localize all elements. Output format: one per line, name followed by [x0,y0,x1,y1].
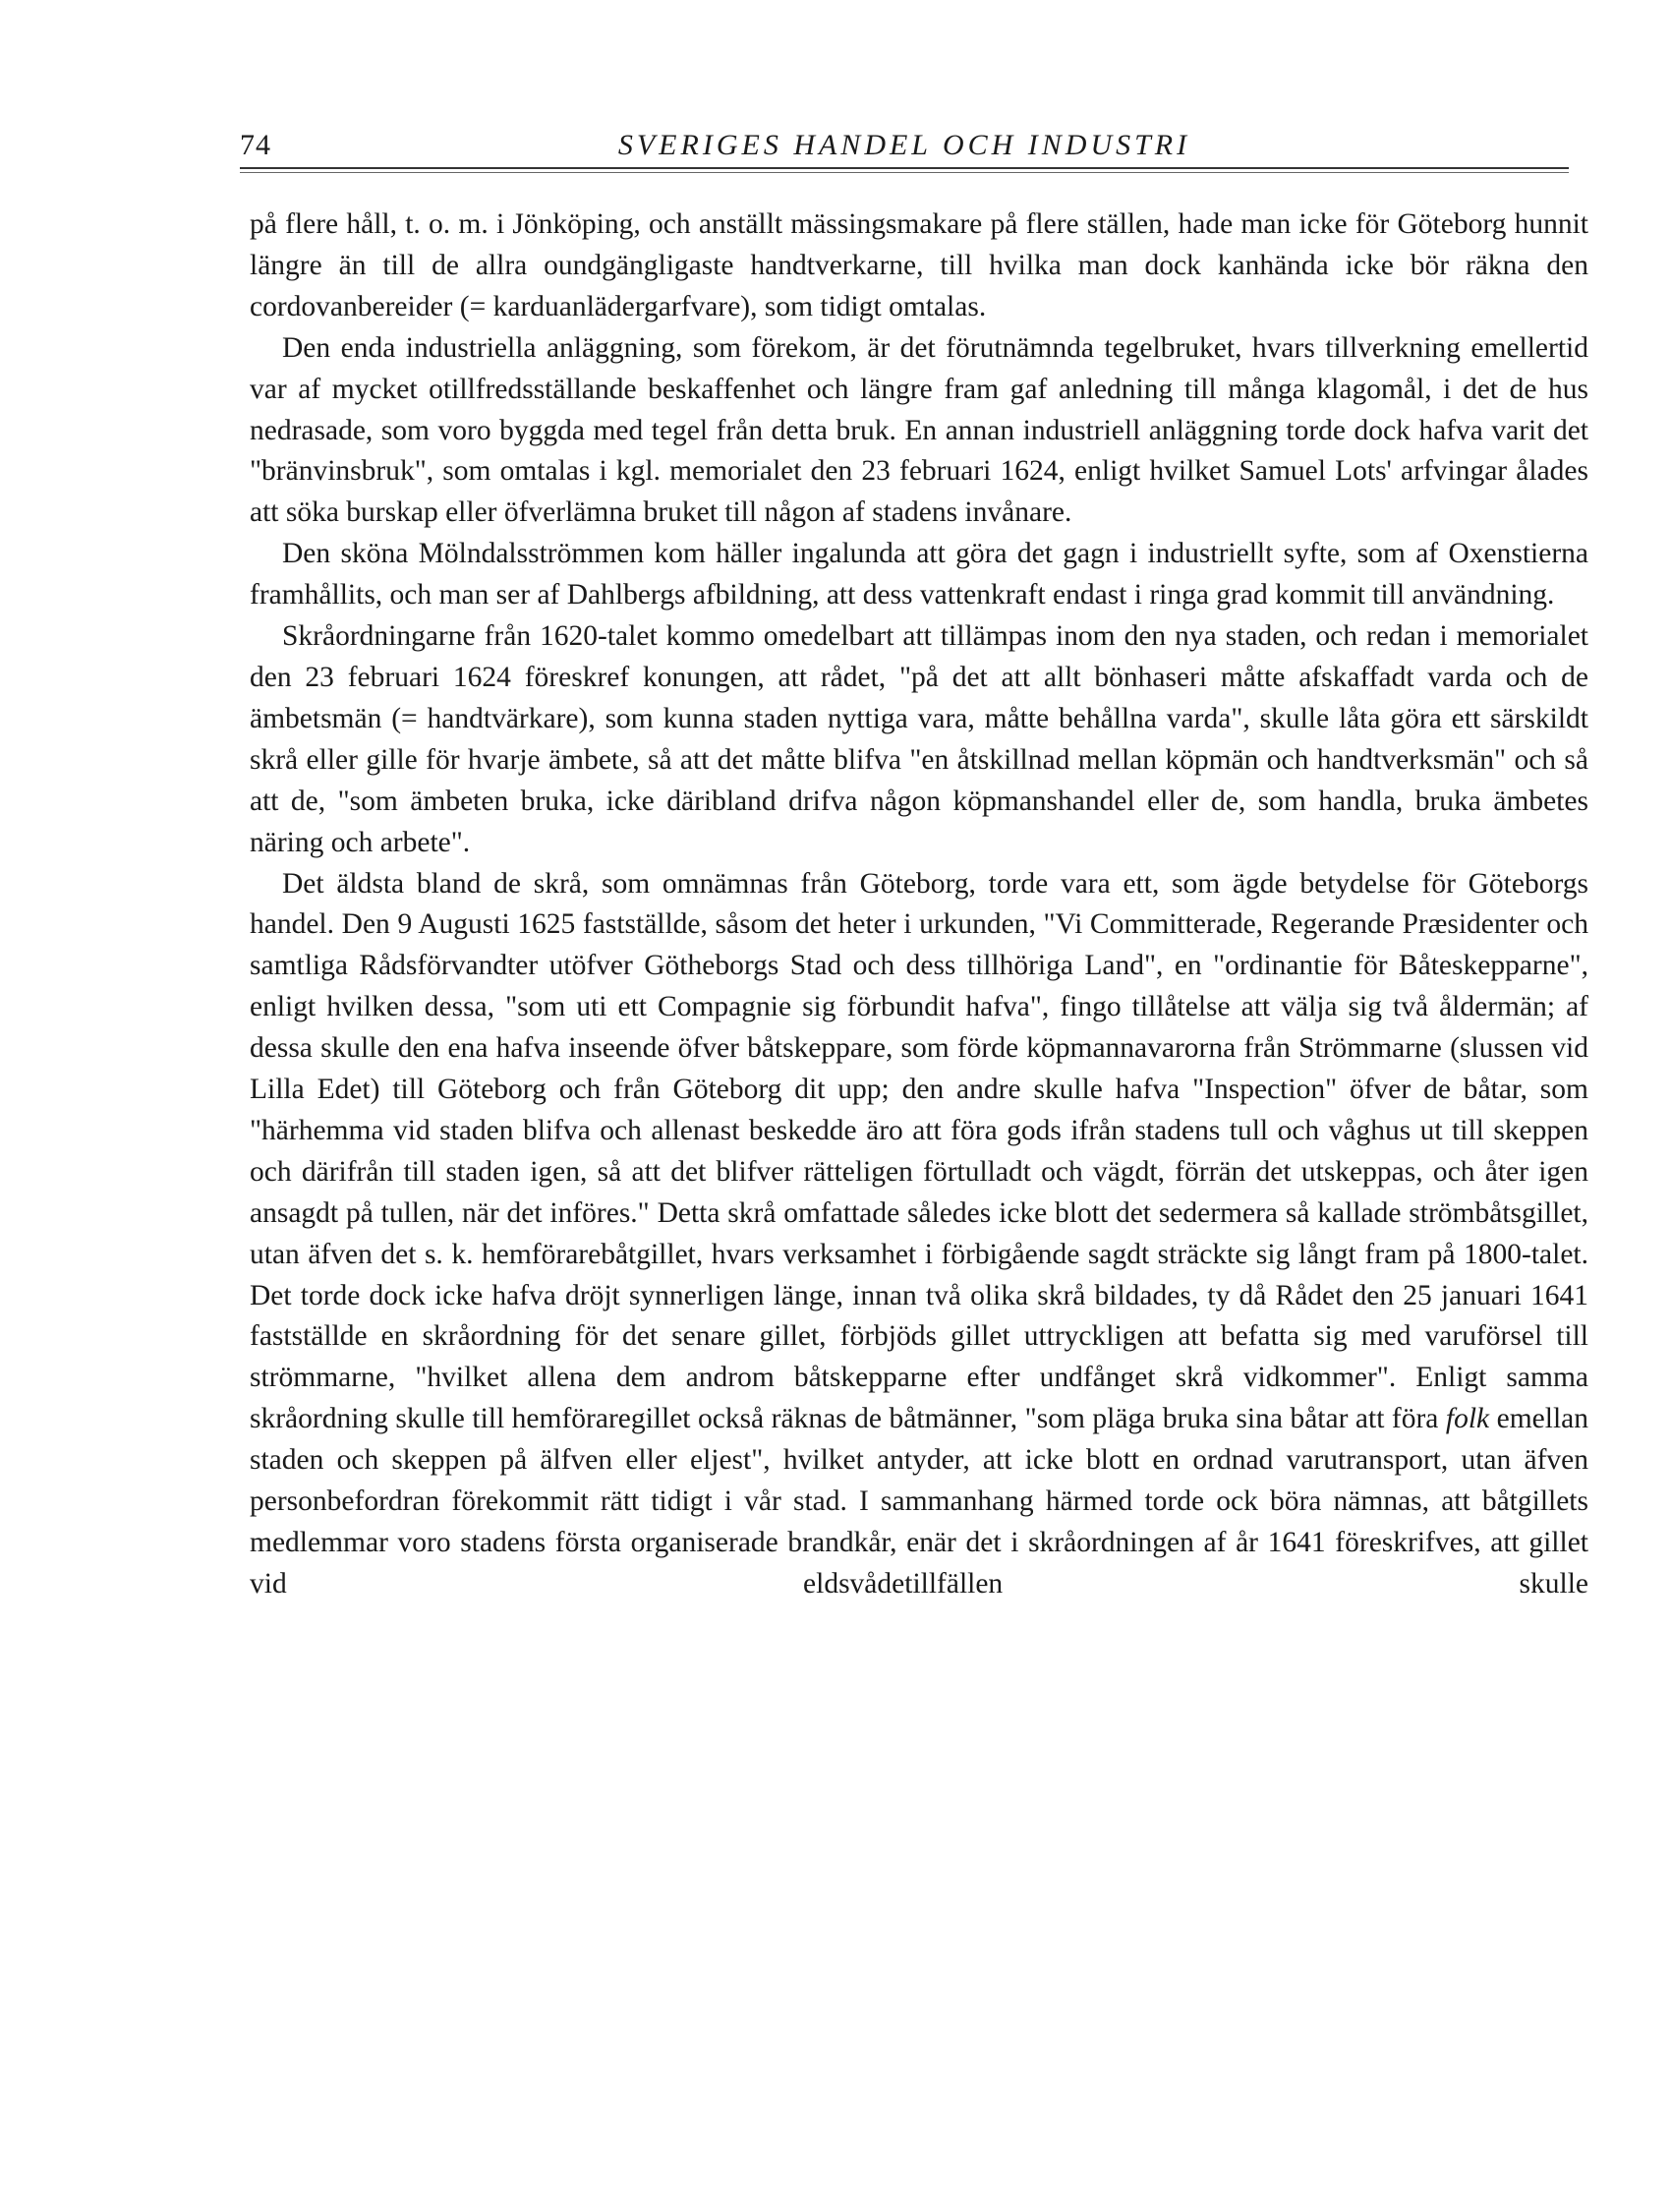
paragraph-5-part-2: emellan staden och skeppen på älfven eller eljest", hvilket antyder, att icke blott en ordnad varutransport, utan äfven personbefordran förekommit rätt tidigt i vår stad. I sammanhang härmed torde ock böra nämnas, att båtgillets medlemmar voro stadens första organiserade brandkår, enär det i skråordningen af år 1641 föreskrifves, att gillet vid eldsvådetillfällen skulle [250,1403,1589,1600]
running-title: SVERIGES HANDEL OCH INDUSTRI [617,129,1191,161]
italic-word: folk [1445,1403,1490,1435]
paragraph-3: Den sköna Mölndalsströmmen kom häller ingalunda att göra det gagn i industriellt syfte, som af Oxenstierna framhållits, och man ser af Dahlbergs afbildning, att dess vattenkraft endast i ringa grad kommit till användning. [250,538,1588,611]
page-number: 74 [240,129,271,161]
paragraph-5-part-1: Det äldsta bland de skrå, som omnämnas från Göteborg, torde vara ett, som ägde betydelse för Göteborgs handel. Den 9 Augusti 1625 fastställde, såsom det heter i urkunden, "Vi Committerade, Regerande Præsidenter och samtliga Rådsförvandter utöfver Götheborgs Stad och dess tillhöriga Land", en "ordinantie för Båteskepparne", enligt hvilken dessa, "som uti ett Compagnie sig förbundit hafva", fingo tillåtelse att välja sig två åldermän; af dessa skulle den ena hafva inseende öfver båtskeppare, som förde köpmannavarorna från Strömmarne (slussen vid Lilla Edet) till Göteborg och från Göteborg dit upp; den andre skulle hafva "Inspection" öfver de båtar, som "härhemma vid staden blifva och allenast beskedde äro att föra gods ifrån stadens tull och våghus ut till skeppen och därifrån till staden igen, så att det blifver rätteligen förtulladt och vägdt, förrän det utskeppas, och åter igen ansagdt på tullen, när det införes." Detta skrå omfattade således icke blott det sedermera så kallade strömbåtsgillet, utan äfven det s. k. hemförarebåtgillet, hvars verksamhet i förbigående sagdt sträckte sig långt fram på 1800-talet. Det torde dock icke hafva dröjt synnerligen länge, innan två olika skrå bildades, ty då Rådet den 25 januari 1641 fastställde en skråordning för det senare gillet, förbjöds gillet uttryckligen att befatta sig med varuförsel till strömmarne, "hvilket allena dem androm båtskepparne efter undfånget skrå vidkommer". Enligt samma skråordning skulle till hemföraregillet också räknas de båtmänner, "som pläga bruka sina båtar att föra [250,867,1588,1435]
paragraph-5 [250,864,1588,1605]
paragraph-4: Skråordningarne från 1620-talet kommo omedelbart att tillämpas inom den nya staden, och redan i memorialet den 23 februari 1624 föreskref konungen, att rådet, "på det att allt bönhaseri måtte afskaffadt varda och de ämbetsmän (= handtvärkare), som kunna staden nyttiga vara, måtte behållna varda", skulle låta göra ett särskildt skrå eller gille för hvarje ämbete, så att det måtte blifva "en åtskillnad mellan köpmän och handtverksmän" och så att de, "som ämbeten bruka, icke däribland drifva någon köpmanshandel eller de, som handla, bruka ämbetes näring och arbete". [250,620,1588,858]
header-rule [240,167,1569,169]
paragraph-1: på flere håll, t. o. m. i Jönköping, och anställt mässingsmakare på flere ställen, hade man icke för Göteborg hunnit längre än till de allra oundgängligaste handtverkarne, till hvilka man dock kanhända icke bör räkna den cordovanbereider (= karduanlädergarfvare), som tidigt omtalas. [250,208,1588,322]
page-header [240,126,1569,169]
header-rule-thin [240,172,1569,173]
paragraph-2: Den enda industriella anläggning, som förekom, är det förutnämnda tegelbruket, hvars tillverkning emellertid var af mycket otillfredsställande beskaffenhet och längre fram gaf anledning till många klagomål, i det de hus nedrasade, som voro byggda med tegel från detta bruk. En annan industriell anläggning torde dock hafva varit det "bränvinsbruk", som omtalas i kgl. memorialet den 23 februari 1624, enligt hvilket Samuel Lots' arfvingar ålades att söka burskap eller öfverlämna bruket till någon af stadens invånare. [250,331,1588,529]
body-text [250,204,1588,1605]
